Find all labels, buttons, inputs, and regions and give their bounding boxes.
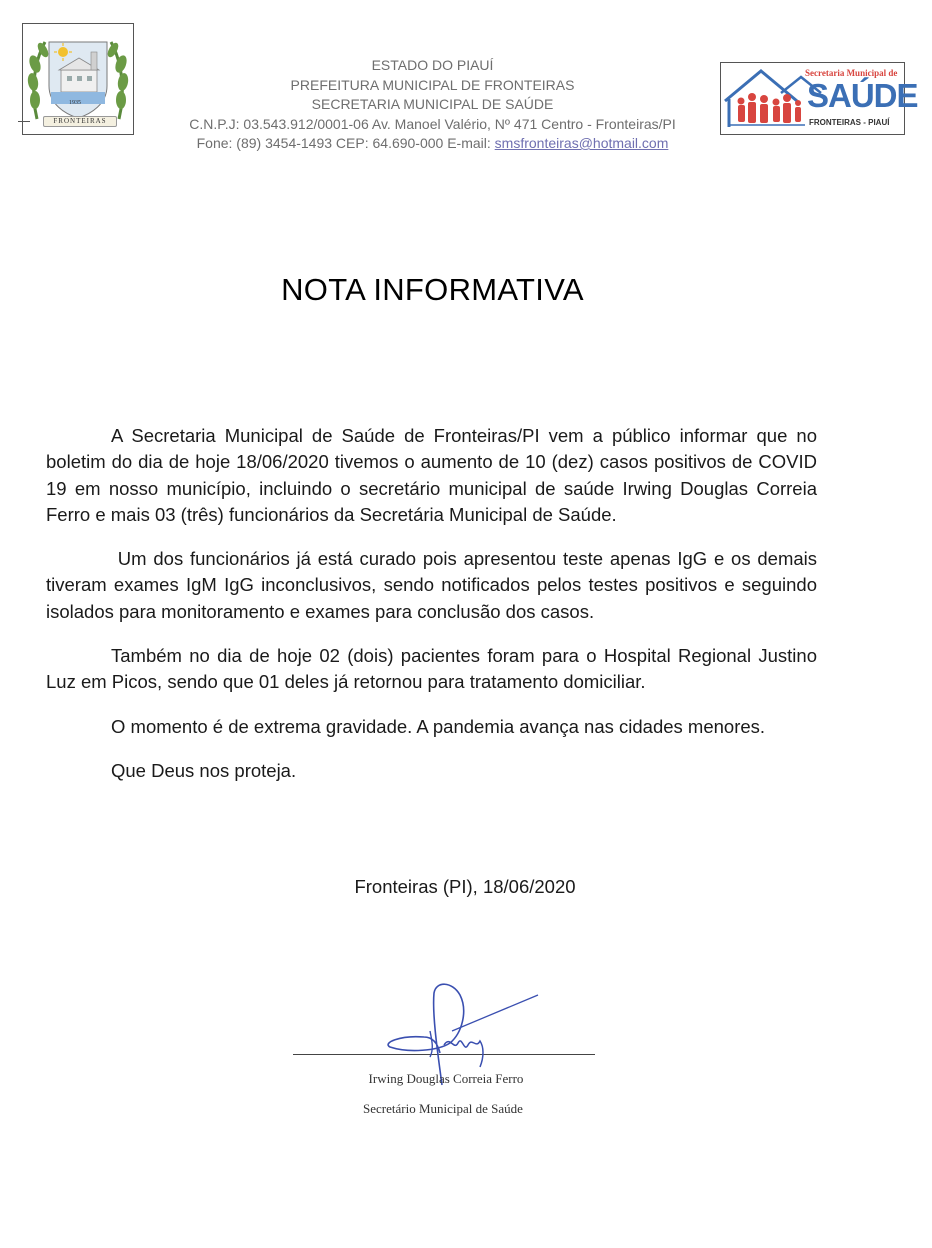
page-title: NOTA INFORMATIVA — [281, 272, 584, 307]
place-date: Fronteiras (PI), 18/06/2020 — [354, 876, 576, 897]
header-contact — [150, 134, 715, 154]
header-cnpj-address: C.N.P.J: 03.543.912/0001-06 Av. Manoel Valério, Nº 471 Centro - Fronteiras/PI — [189, 115, 676, 132]
paragraph-4: O momento é de extrema gravidade. A pandemia avança nas cidades menores. — [111, 715, 766, 737]
note-body — [46, 423, 823, 802]
saude-logo-bottom-text: FRONTEIRAS - PIAUÍ — [809, 118, 890, 127]
paragraph-5: Que Deus nos proteja. — [111, 759, 297, 781]
header-secretariat: SECRETARIA MUNICIPAL DE SAÚDE — [311, 96, 554, 112]
paragraph-1: A Secretaria Municipal de Saúde de Fronteiras/PI vem a público informar que no boletim do dia de hoje 18/06/2020 tivemos o aumento de 10 (dez) casos positivos de COVID 19 em nosso município, incluindo o secretário municipal de saúde Irwing Douglas Correia Ferro e mais 03 (três) funcionários da Secretária Municipal de Saúde. — [46, 425, 817, 525]
crest-ribbon: FRONTEIRAS — [43, 116, 117, 127]
paragraph-3: Também no dia de hoje 02 (dois) pacientes foram para o Hospital Regional Justino Luz em Picos, sendo que 01 deles já retornou para tratamento domiciliar. — [46, 645, 817, 693]
paragraph-2: Um dos funcionários já está curado pois apresentou teste apenas IgG e os demais tiveram exames IgM IgG inconclusivos, sendo notificados pelos testes positivos e seguindo isolados para monitoramento e exames para conclusão dos casos. — [46, 548, 823, 622]
signer-name: Irwing Douglas Correia Ferro — [368, 1071, 524, 1086]
saude-logo — [720, 62, 918, 135]
crest-year: 1935 — [69, 100, 81, 106]
header-email-link[interactable]: smsfronteiras@hotmail.com — [494, 135, 669, 151]
saude-logo-top-text: Secretaria Municipal de — [805, 68, 898, 78]
header-prefecture: PREFEITURA MUNICIPAL DE FRONTEIRAS — [290, 76, 575, 93]
header-state: ESTADO DO PIAUÍ — [371, 57, 494, 73]
saude-logo-main-text: SAÚDE — [807, 77, 918, 114]
signer-role: Secretário Municipal de Saúde — [363, 1101, 523, 1116]
crest-side-mark — [18, 121, 30, 122]
letterhead — [150, 56, 715, 154]
municipal-crest — [22, 23, 134, 135]
header-phone: Fone: (89) 3454-1493 CEP: 64.690-000 E-mail: — [196, 135, 495, 151]
